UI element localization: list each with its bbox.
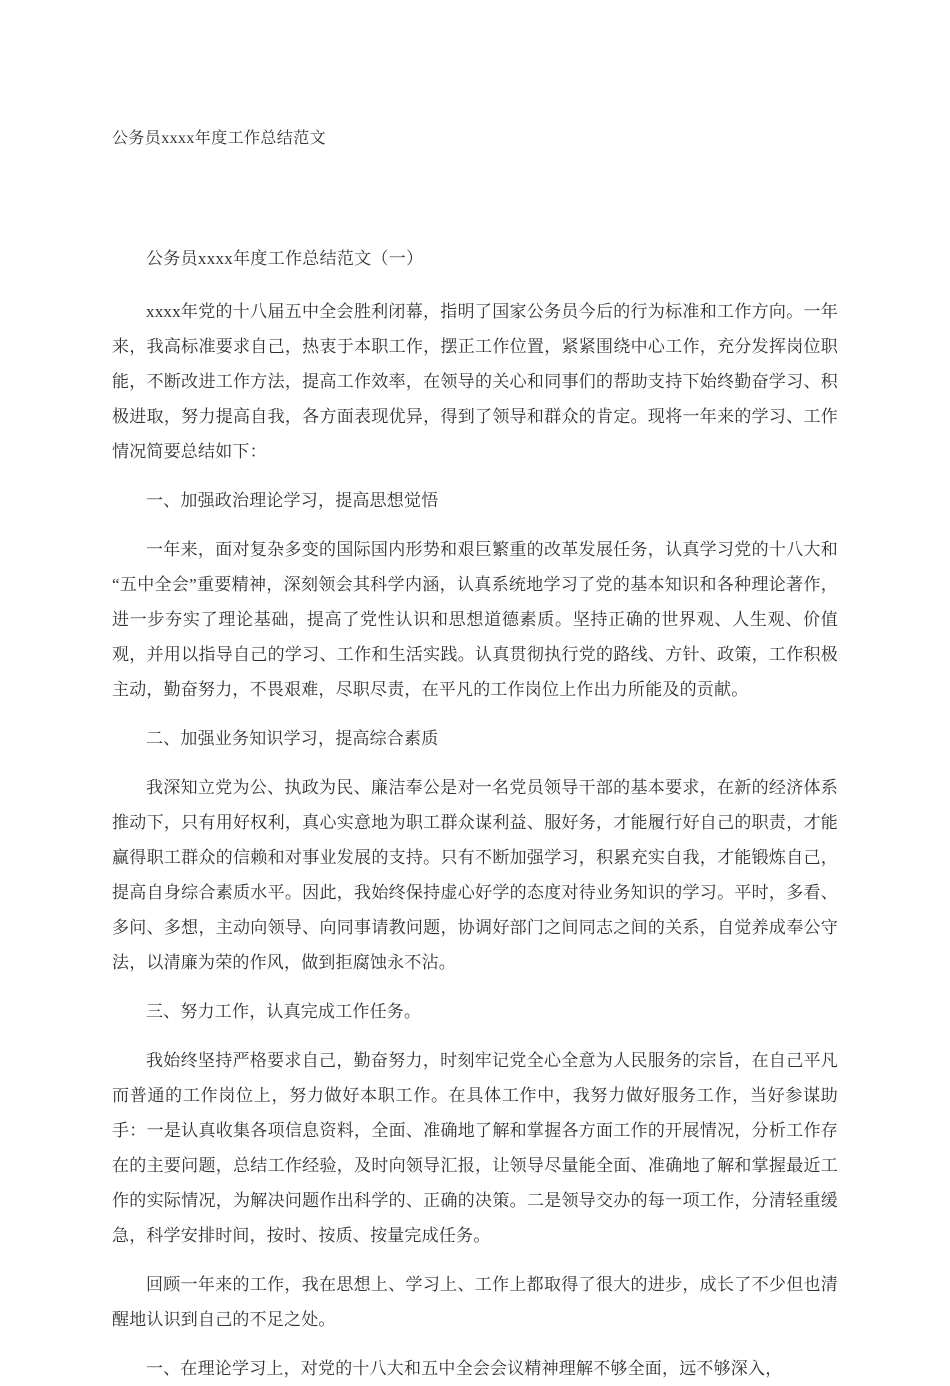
paragraph-opening: xxxx年党的十八届五中全会胜利闭幕，指明了国家公务员今后的行为标准和工作方向。一年来，我高标准要求自己，热衷于本职工作，摆正工作位置，紧紧围绕中心工作，充分发挥岗位职能，不断改进工作方法，提高工作效率，在领导的关心和同事们的帮助支持下始终勤奋学习、积极进取，努力提高自我，各方面表现优异，得到了领导和群众的肯定。现将一年来的学习、工作情况简要总结如下： — [112, 302, 838, 461]
paragraph-review: 回顾一年来的工作，我在思想上、学习上、工作上都取得了很大的进步，成长了不少但也清醒地认识到自己的不足之处。 — [112, 1275, 838, 1329]
paragraph-section-2: 我深知立党为公、执政为民、廉洁奉公是对一名党员领导干部的基本要求，在新的经济体系推动下，只有用好权利，真心实意地为职工群众谋利益、服好务，才能履行好自己的职责，才能赢得职工群众的信赖和对事业发展的支持。只有不断加强学习，积累充实自我，才能锻炼自己，提高自身综合素质水平。因此，我始终保持虚心好学的态度对待业务知识的学习。平时，多看、多问、多想，主动向领导、向同事请教问题，协调好部门之间同志之间的关系，自觉养成奉公守法，以清廉为荣的作风，做到拒腐蚀永不沾。 — [112, 778, 838, 972]
section-heading-2: 二、加强业务知识学习，提高综合素质 — [146, 729, 439, 748]
paragraph-section-3: 我始终坚持严格要求自己，勤奋努力，时刻牢记党全心全意为人民服务的宗旨，在自己平凡而普通的工作岗位上，努力做好本职工作。在具体工作中，我努力做好服务工作，当好参谋助手：一是认真收集各项信息资料，全面、准确地了解和掌握各方面工作的开展情况，分析工作存在的主要问题，总结工作经验，及时向领导汇报，让领导尽量能全面、准确地了解和掌握最近工作的实际情况，为解决问题作出科学的、正确的决策。二是领导交办的每一项工作，分清轻重缓急，科学安排时间，按时、按质、按量完成任务。 — [112, 1051, 838, 1245]
title-spacer — [112, 150, 838, 246]
document-body — [112, 294, 838, 1386]
document-subtitle: 公务员xxxx年度工作总结范文（一） — [146, 249, 424, 268]
section-heading-3: 三、努力工作，认真完成工作任务。 — [146, 1002, 422, 1021]
paragraph-shortcoming-1: 一、在理论学习上，对党的十八大和五中全会会议精神理解不够全面，远不够深入， — [146, 1359, 783, 1378]
paragraph-section-1: 一年来，面对复杂多变的国际国内形势和艰巨繁重的改革发展任务，认真学习党的十八大和“五中全会”重要精神，深刻领会其科学内涵，认真系统地学习了党的基本知识和各种理论著作，进一步夯实了理论基础，提高了党性认识和思想道德素质。坚持正确的世界观、人生观、价值观，并用以指导自己的学习、工作和生活实践。认真贯彻执行党的路线、方针、政策，工作积极主动，勤奋努力，不畏艰难，尽职尽责，在平凡的工作岗位上作出力所能及的贡献。 — [112, 540, 838, 699]
document-content-column — [112, 0, 838, 1386]
section-heading-1: 一、加强政治理论学习，提高思想觉悟 — [146, 491, 439, 510]
document-title: 公务员xxxx年度工作总结范文 — [112, 130, 327, 147]
